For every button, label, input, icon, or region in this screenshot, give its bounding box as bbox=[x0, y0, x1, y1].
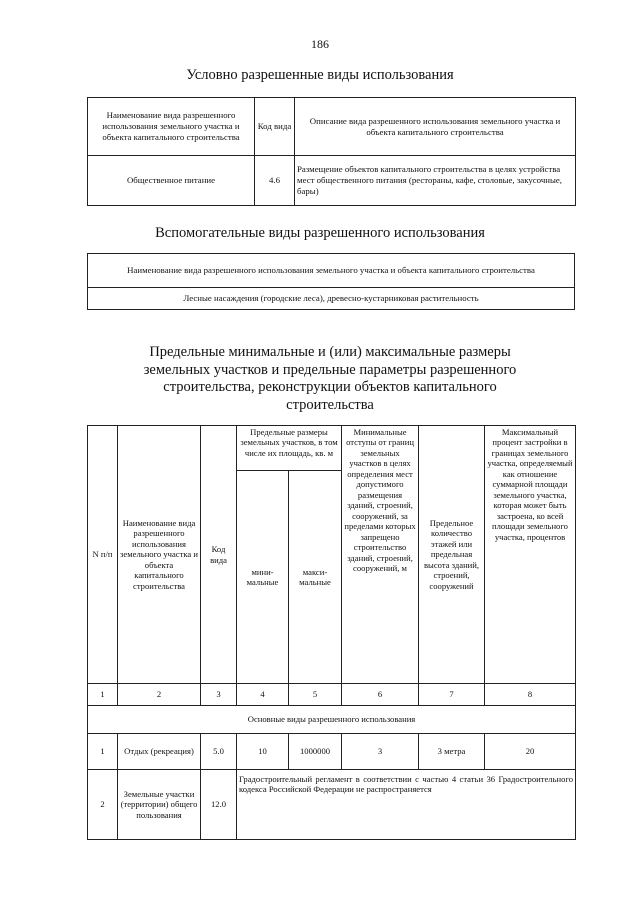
cell-name: Отдых (рекреация) bbox=[118, 734, 201, 770]
header-name: Наименование вида разрешенного использования земельного участка и объекта капитального строительства bbox=[118, 426, 201, 684]
table-header-row bbox=[88, 254, 575, 288]
cell-floors: 3 метра bbox=[419, 734, 485, 770]
header-coverage: Максимальный процент застройки в границах земельного участка, определяемый как отношение суммарной площади земельного участка, которая может быть застроена, ко всей площади земельного участка, процентов bbox=[485, 426, 576, 684]
col-number: 4 bbox=[237, 684, 289, 706]
cell-coverage: 20 bbox=[485, 734, 576, 770]
section3-title: Предельные минимальные и (или) максимальные размеры земельных участков и предельные параметры разрешенного строительства, реконструкции объектов капитального строительства bbox=[143, 344, 517, 414]
table-row bbox=[88, 156, 576, 206]
cell-min: 10 bbox=[237, 734, 289, 770]
section2-title: Вспомогательные виды разрешенного использования bbox=[155, 225, 485, 241]
header-setbacks: Минимальные отступы от границ земельных участков в целях определения мест допустимого размещения зданий, строений, сооружений, за пределами которых запрещено строительство зданий, строений, сооружений, м bbox=[342, 426, 419, 684]
group-label: Основные виды разрешенного использования bbox=[88, 706, 576, 734]
cell-code: 4.6 bbox=[255, 156, 295, 206]
cell-code: 5.0 bbox=[201, 734, 237, 770]
table-header-row bbox=[88, 98, 576, 156]
col-number: 6 bbox=[342, 684, 419, 706]
header-min: мини-мальные bbox=[237, 471, 289, 684]
col-number: 3 bbox=[201, 684, 237, 706]
table-row bbox=[88, 734, 576, 770]
column-numbers-row bbox=[88, 684, 576, 706]
col-number: 8 bbox=[485, 684, 576, 706]
table-header-row bbox=[88, 426, 576, 471]
cell-code: 12.0 bbox=[201, 770, 237, 840]
cell-name: Общественное питание bbox=[88, 156, 255, 206]
col-number: 1 bbox=[88, 684, 118, 706]
section1-title: Условно разрешенные виды использования bbox=[186, 67, 454, 83]
header-sizes: Предельные размеры земельных участков, в том числе их площадь, кв. м bbox=[237, 426, 342, 471]
col-number: 7 bbox=[419, 684, 485, 706]
header-code: Код вида bbox=[201, 426, 237, 684]
cell-num: 1 bbox=[88, 734, 118, 770]
parameters-table bbox=[87, 425, 576, 840]
cell-setbacks: 3 bbox=[342, 734, 419, 770]
cell-name: Земельные участки (территории) общего пользования bbox=[118, 770, 201, 840]
header-max: макси-мальные bbox=[289, 471, 342, 684]
col-number: 5 bbox=[289, 684, 342, 706]
table-row bbox=[88, 770, 576, 840]
cell-note: Градостроительный регламент в соответствии с частью 4 статьи 36 Градостроительного кодекса Российской Федерации не распространяется bbox=[237, 770, 576, 840]
cell-max: 1000000 bbox=[289, 734, 342, 770]
header-code: Код вида bbox=[255, 98, 295, 156]
cell-description: Размещение объектов капитального строительства в целях устройства мест общественного питания (рестораны, кафе, столовые, закусочные, бары) bbox=[295, 156, 576, 206]
header-name: Наименование вида разрешенного использования земельного участка и объекта капитального строительства bbox=[88, 254, 575, 288]
conditional-uses-table bbox=[87, 97, 576, 206]
header-num: N п/п bbox=[88, 426, 118, 684]
page-number: 186 bbox=[311, 37, 329, 51]
header-floors: Предельное количество этажей или предельная высота зданий, строений, сооружений bbox=[419, 426, 485, 684]
header-name: Наименование вида разрешенного использования земельного участка и объекта капитального строительства bbox=[88, 98, 255, 156]
group-row bbox=[88, 706, 576, 734]
header-description: Описание вида разрешенного использования земельного участка и объекта капитального строительства bbox=[295, 98, 576, 156]
table-row bbox=[88, 288, 575, 310]
cell-name: Лесные насаждения (городские леса), древесно-кустарниковая растительность bbox=[88, 288, 575, 310]
cell-num: 2 bbox=[88, 770, 118, 840]
auxiliary-uses-table bbox=[87, 253, 575, 310]
col-number: 2 bbox=[118, 684, 201, 706]
